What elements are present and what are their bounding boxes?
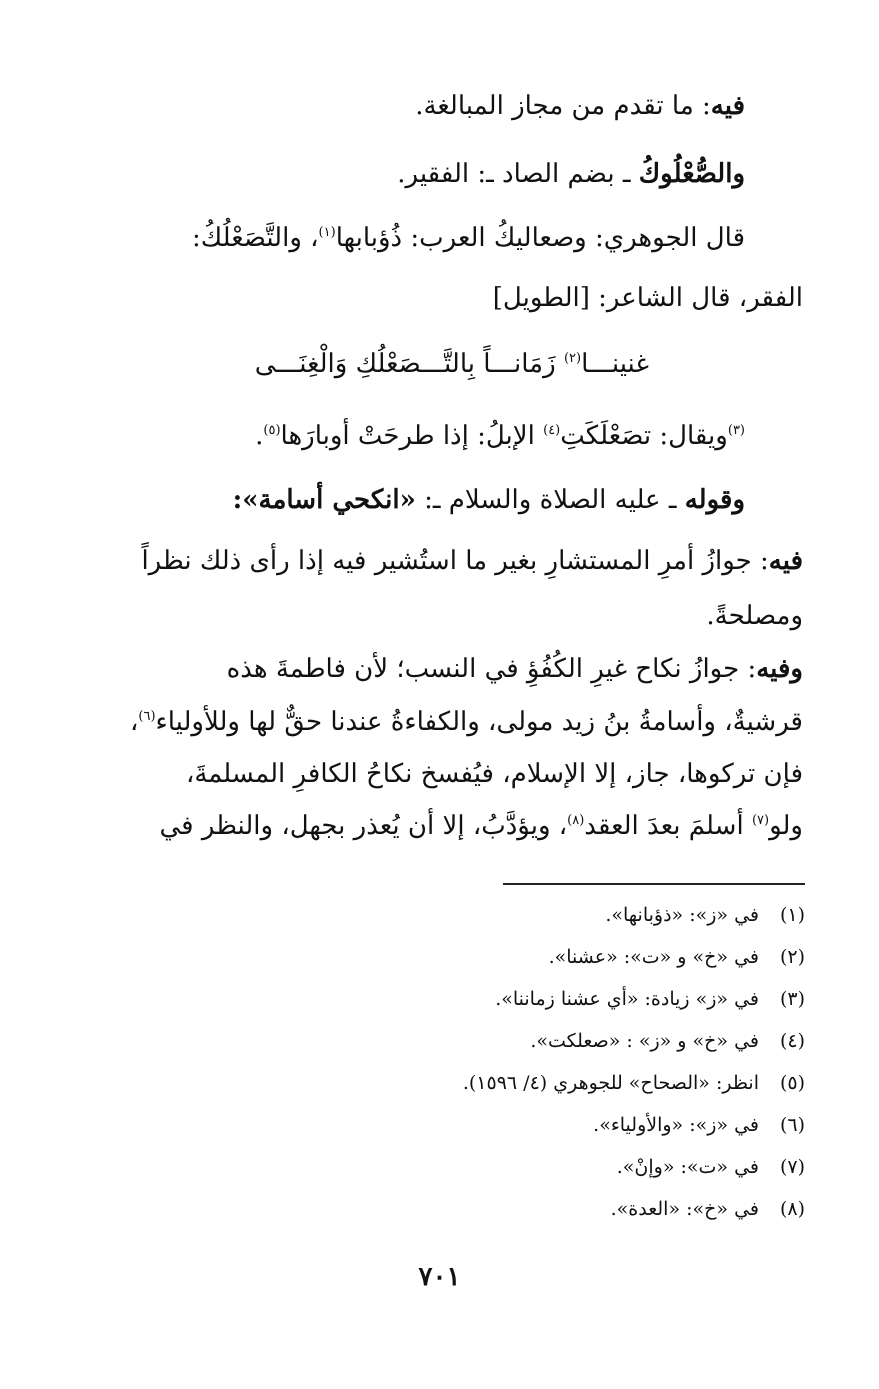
verse-text: زَمَانـــاً بِالتَّـــصَعْلُكِ وَالْغِنَـــى: [254, 349, 564, 379]
line-text: ، والتَّصَعْلُكُ:: [191, 223, 319, 253]
footnote-number: (٤): [779, 1030, 805, 1052]
footnote: [611, 1194, 805, 1224]
text-line-4: [493, 278, 803, 318]
line-text: ولو: [769, 811, 803, 841]
line-text: .: [255, 421, 264, 451]
hadith-quote: «انكحي أسامة»: [242, 485, 416, 515]
lead-word: فيه: [768, 546, 803, 576]
footnote: [549, 942, 805, 972]
footnote-number: (٢): [779, 946, 805, 968]
text-line-3: [192, 218, 745, 258]
text-line-6: [255, 416, 745, 456]
line-text: قرشيةٌ، وأسامةُ بنُ زيد مولى، والكفاءةُ عندنا حقٌّ لها وللأولياء: [155, 707, 803, 737]
footnote-ref-3[interactable]: (٣): [727, 423, 745, 438]
verse-line: [255, 344, 649, 384]
line-text: قال الجوهري: وصعاليكُ العرب: ذُؤبابها: [335, 223, 745, 253]
line-text: الفقر، قال الشاعر: [الطويل]: [492, 283, 803, 313]
footnote: [605, 900, 805, 930]
line-text: ويقال: تصَعْلَكَتِ: [560, 421, 728, 451]
footnote-ref-5[interactable]: (٥): [263, 423, 281, 438]
text-line-13: [159, 806, 803, 846]
line-text: ـ بضم الصاد ـ: الفقير.: [397, 159, 639, 189]
footnote-ref-7[interactable]: (٧): [751, 813, 770, 828]
text-line-12: [186, 754, 803, 794]
footnote-text: في «ز» زيادة: «أي عشنا زماننا».: [495, 988, 759, 1010]
text-line-2: [397, 154, 745, 194]
text-line-8: [141, 541, 803, 581]
footnote: [617, 1152, 805, 1182]
footnote-ref-2[interactable]: (٢): [563, 351, 582, 366]
footnote-text: في «ز»: «والأولياء».: [593, 1114, 759, 1136]
footnote: [530, 1026, 805, 1056]
line-text: ،: [129, 707, 139, 737]
footnote-text: في «ت»: «وإنْ».: [616, 1156, 759, 1178]
lead-word: فيه: [710, 91, 745, 121]
text-line-10: [227, 649, 803, 689]
footnote-number: (٧): [779, 1156, 805, 1178]
line-text: : جوازُ أمرِ المستشارِ بغير ما استُشير فيه إذا رأى ذلك نظراً: [141, 546, 769, 576]
footnote-text: في «خ» و «ز» : «صعلكت».: [530, 1030, 759, 1052]
footnote-text: في «ز»: «ذؤبانها».: [605, 904, 759, 926]
lead-word: وقوله: [684, 485, 745, 515]
text-line-7: [233, 480, 745, 520]
footnote: [495, 984, 805, 1014]
line-text: ـ عليه الصلاة والسلام ـ:: [415, 485, 685, 515]
headword: والصُّعْلُوكُ: [638, 159, 745, 189]
footnote-ref-4[interactable]: (٤): [543, 423, 561, 438]
footnote-number: (٥): [779, 1072, 805, 1094]
footnote-number: (٣): [779, 988, 805, 1010]
footnote-text: في «خ» و «ت»: «عشنا».: [548, 946, 759, 968]
footnote-text: انظر: «الصحاح» للجوهري (٤/ ١٥٩٦).: [462, 1072, 759, 1094]
line-text: ومصلحةً.: [706, 601, 803, 631]
verse-text: غنينـــا: [581, 349, 649, 379]
line-text: الإبلُ: إذا طرحَتْ أوبارَها: [280, 421, 544, 451]
text-line-11: [130, 702, 803, 742]
footnote: [593, 1110, 805, 1140]
line-text: : جوازُ نكاح غيرِ الكُفُؤِ في النسب؛ لأن فاطمةَ هذه: [226, 654, 757, 684]
page-number: ٧٠١: [418, 1262, 461, 1292]
line-text: :: [232, 485, 243, 515]
line-text: أسلمَ بعدَ العقد: [584, 811, 752, 841]
footnote-ref-8[interactable]: (٨): [567, 813, 585, 828]
footnote-text: في «خ»: «العدة».: [610, 1198, 759, 1220]
line-text: : ما تقدم من مجاز المبالغة.: [415, 91, 711, 121]
footnote-number: (٦): [779, 1114, 805, 1136]
text-line-9: [706, 596, 803, 636]
line-text: ، ويؤدَّبُ، إلا أن يُعذر بجهل، والنظر في: [159, 811, 568, 841]
lead-word: وفيه: [756, 654, 803, 684]
footnote-ref-6[interactable]: (٦): [138, 709, 156, 724]
text-line-1: [415, 86, 745, 126]
footnote-divider: [503, 883, 805, 885]
footnote-number: (١): [779, 904, 805, 926]
footnote: [463, 1068, 805, 1098]
footnote-number: (٨): [779, 1198, 805, 1220]
line-text: فإن تركوها، جاز، إلا الإسلام، فيُفسخ نكاحُ الكافرِ المسلمةَ،: [185, 759, 803, 789]
footnote-ref-1[interactable]: (١): [318, 225, 336, 240]
